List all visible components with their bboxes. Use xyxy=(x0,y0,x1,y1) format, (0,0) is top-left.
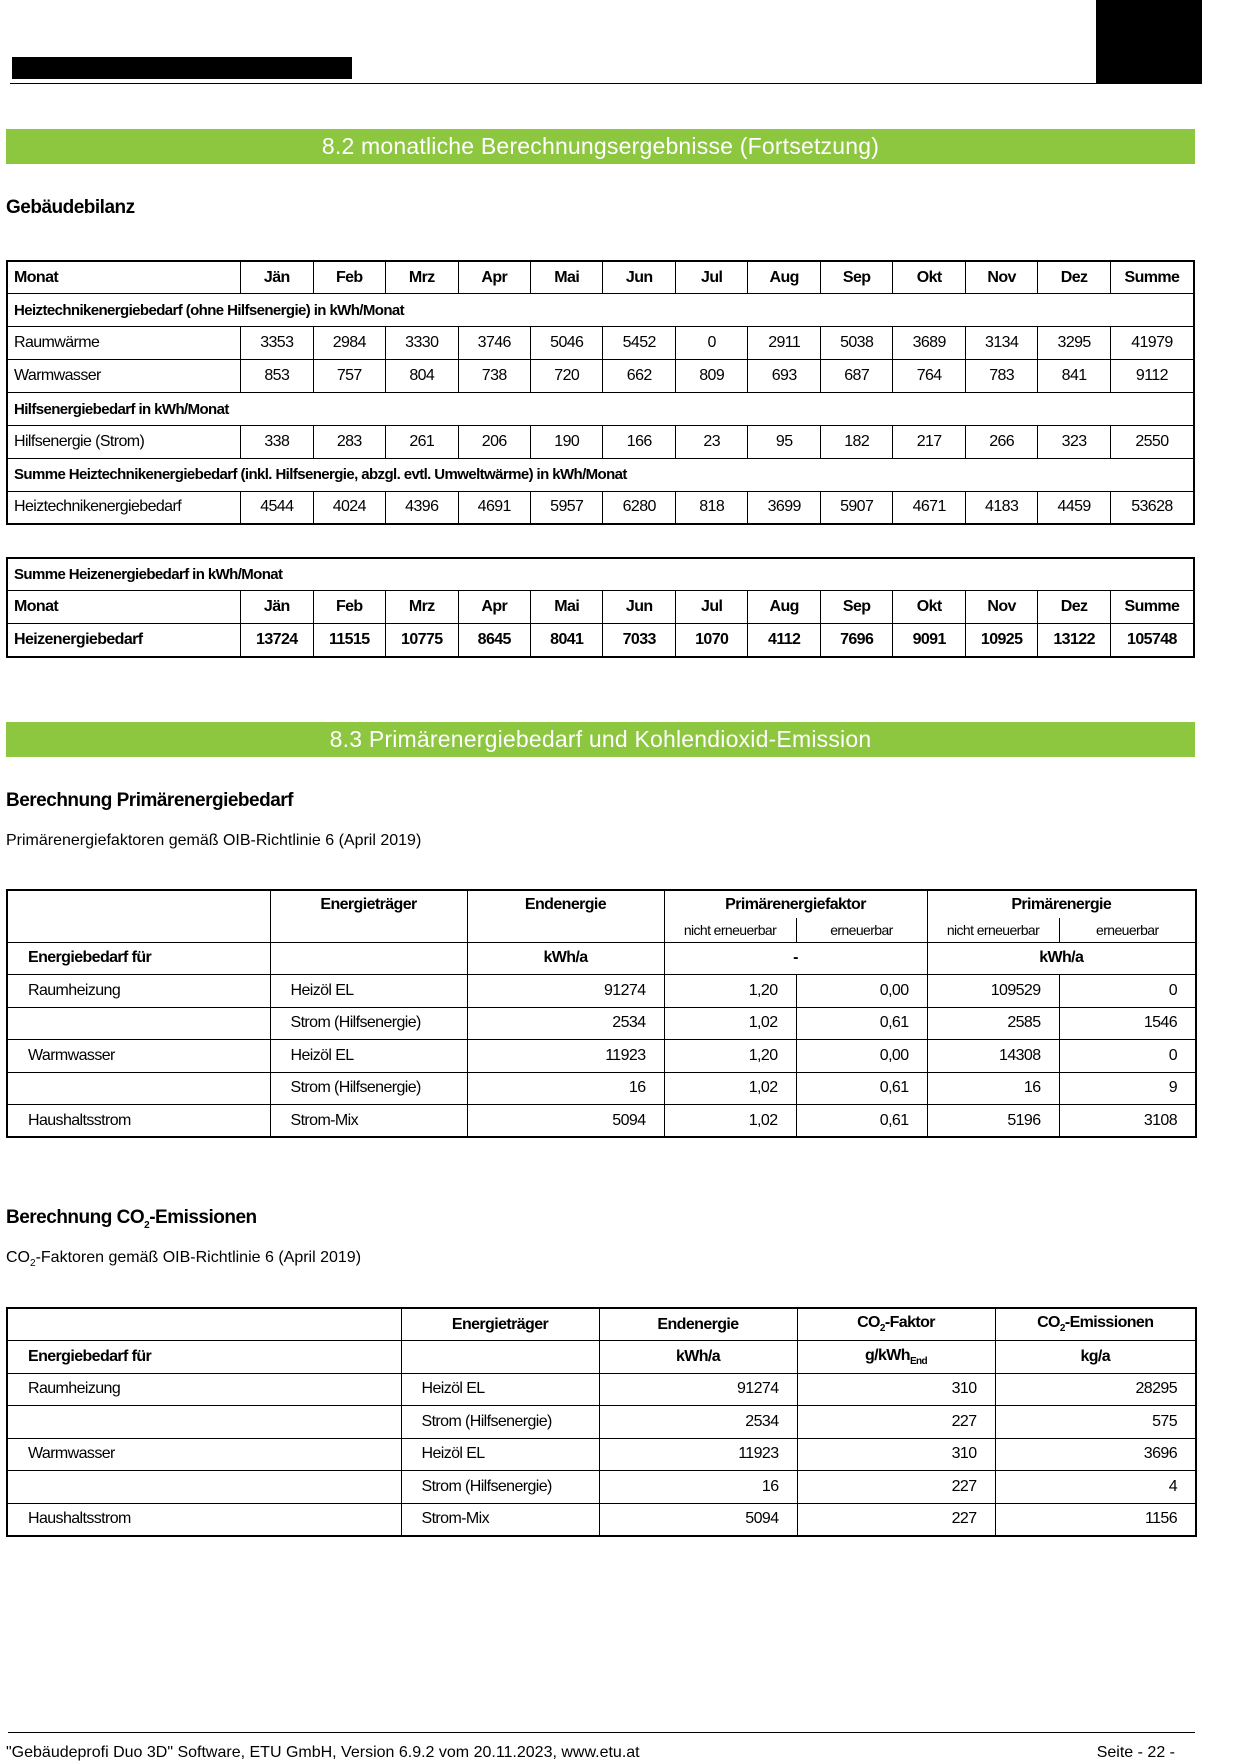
row-heiztechnikenergiebedarf-cell: 3699 xyxy=(748,491,820,524)
gb-header-okt: Okt xyxy=(893,261,965,294)
he-header-aug: Aug xyxy=(748,591,820,624)
he-header-mrz: Mrz xyxy=(386,591,458,624)
group-hilfsenergie: Hilfsenergiebedarf in kWh/Monat xyxy=(7,393,1194,426)
row-raumwaerme-cell: 3330 xyxy=(386,327,458,360)
row-raumwaerme-cell: 41979 xyxy=(1110,327,1194,360)
co2-table xyxy=(6,1307,1197,1537)
co2-traeger: Strom-Mix xyxy=(401,1503,599,1536)
co2-faktor: 227 xyxy=(797,1471,995,1504)
row-heizenergiebedarf-cell: 7696 xyxy=(820,624,892,657)
co2-faktor: 227 xyxy=(797,1406,995,1439)
co2-col-energietraeger: Energieträger xyxy=(401,1308,599,1341)
row-heiztechnikenergiebedarf-cell: 6280 xyxy=(603,491,675,524)
row-heizenergiebedarf-cell: 105748 xyxy=(1110,624,1194,657)
co2-row xyxy=(7,1438,1196,1471)
section-title-8-3: 8.3 Primärenergiebedarf und Kohlendioxid-Emission xyxy=(6,722,1195,757)
co2-traeger: Heizöl EL xyxy=(401,1438,599,1471)
col-endenergie: Endenergie xyxy=(467,890,664,918)
group-heiztechnik: Heiztechnikenergiebedarf (ohne Hilfsenergie) in kWh/Monat xyxy=(7,294,1194,327)
row-warmwasser-cell: 662 xyxy=(603,360,675,393)
row-heiztechnikenergiebedarf-cell: 53628 xyxy=(1110,491,1194,524)
pe-row xyxy=(7,1007,1196,1040)
pe-faktor-e: 0,61 xyxy=(796,1072,927,1105)
co2-col-faktor: $CO_2$-Faktor xyxy=(797,1308,995,1341)
he-header-jul: Jul xyxy=(675,591,747,624)
gb-header-monat: Monat xyxy=(7,261,241,294)
unit-primaerenergie: kWh/a xyxy=(927,942,1196,975)
co2-faktor: 227 xyxy=(797,1503,995,1536)
row-heizenergiebedarf-cell: 7033 xyxy=(603,624,675,657)
pe-faktor-ne: 1,02 xyxy=(664,1072,796,1105)
co2-fuer: Raumheizung xyxy=(7,1373,401,1406)
heading-gebaeudebilanz: Gebäudebilanz xyxy=(6,197,135,218)
pe-endenergie: 11923 xyxy=(467,1040,664,1073)
pe-primaer-ne: 16 xyxy=(927,1072,1059,1105)
co2-emissionen: 1156 xyxy=(995,1503,1196,1536)
primaerenergie-table xyxy=(6,889,1197,1138)
gb-header-mrz: Mrz xyxy=(386,261,458,294)
row-hilfsenergie-label: Hilfsenergie (Strom) xyxy=(7,425,241,458)
pe-fuer xyxy=(7,1072,270,1105)
pe-faktor-e: 0,61 xyxy=(796,1105,927,1138)
pe-primaer-e: 0 xyxy=(1059,975,1196,1008)
row-heizenergiebedarf-cell: 10925 xyxy=(965,624,1037,657)
co2-faktor: 310 xyxy=(797,1373,995,1406)
row-heizenergiebedarf-cell: 10775 xyxy=(386,624,458,657)
gb-header-feb: Feb xyxy=(313,261,385,294)
row-heiztechnikenergiebedarf-cell: 4024 xyxy=(313,491,385,524)
row-heiztechnikenergiebedarf-cell: 5957 xyxy=(531,491,603,524)
gb-header-dez: Dez xyxy=(1038,261,1110,294)
pe-faktor-e: 0,00 xyxy=(796,975,927,1008)
gb-header-summe: Summe xyxy=(1110,261,1194,294)
row-heizenergiebedarf-cell: 13122 xyxy=(1038,624,1110,657)
row-heiztechnikenergiebedarf-cell: 4183 xyxy=(965,491,1037,524)
row-heiztechnikenergiebedarf-cell: 4544 xyxy=(241,491,313,524)
co2-endenergie: 5094 xyxy=(599,1503,797,1536)
pe-faktor-ne: 1,02 xyxy=(664,1105,796,1138)
row-warmwasser-cell: 693 xyxy=(748,360,820,393)
unit-endenergie: kWh/a xyxy=(467,942,664,975)
row-hilfsenergie-cell: 206 xyxy=(458,425,530,458)
pe-primaer-ne: 109529 xyxy=(927,975,1059,1008)
he-header-nov: Nov xyxy=(965,591,1037,624)
row-raumwaerme-label: Raumwärme xyxy=(7,327,241,360)
row-heiztechnikenergiebedarf-cell: 4459 xyxy=(1038,491,1110,524)
co2-endenergie: 11923 xyxy=(599,1438,797,1471)
pe-primaer-e: 0 xyxy=(1059,1040,1196,1073)
heading-primaerenergie: Berechnung Primärenergiebedarf xyxy=(6,790,293,811)
sub-nicht-erneuerbar: nicht erneuerbar xyxy=(664,918,796,942)
pe-traeger: Heizöl EL xyxy=(270,1040,467,1073)
row-heizenergiebedarf-cell: 1070 xyxy=(675,624,747,657)
co2-row xyxy=(7,1373,1196,1406)
pe-fuer: Haushaltsstrom xyxy=(7,1105,270,1138)
he-header-monat: Monat xyxy=(7,591,241,624)
row-hilfsenergie-cell: 266 xyxy=(965,425,1037,458)
co2-endenergie: 91274 xyxy=(599,1373,797,1406)
row-heiztechnikenergiebedarf-cell: 5907 xyxy=(820,491,892,524)
row-heizenergiebedarf-label: Heizenergiebedarf xyxy=(7,624,241,657)
row-heiztechnikenergiebedarf-cell: 4396 xyxy=(386,491,458,524)
note-primaerenergiefaktoren: Primärenergiefaktoren gemäß OIB-Richtlinie 6 (April 2019) xyxy=(6,832,422,849)
gb-header-nov: Nov xyxy=(965,261,1037,294)
pe-endenergie: 91274 xyxy=(467,975,664,1008)
row-heizenergiebedarf-cell: 9091 xyxy=(893,624,965,657)
he-header-okt: Okt xyxy=(893,591,965,624)
gebaeudebilanz-table xyxy=(6,260,1195,525)
co2-emissionen: 575 xyxy=(995,1406,1196,1439)
row-heizenergiebedarf xyxy=(7,624,1194,657)
col-primaerenergiefaktor: Primärenergiefaktor xyxy=(664,890,927,918)
pe-faktor-e: 0,61 xyxy=(796,1007,927,1040)
row-heizenergiebedarf-cell: 4112 xyxy=(748,624,820,657)
row-raumwaerme-cell: 3295 xyxy=(1038,327,1110,360)
footer-rule xyxy=(8,1732,1195,1733)
gb-header-aug: Aug xyxy=(748,261,820,294)
gb-header-jul: Jul xyxy=(675,261,747,294)
gb-header-jun: Jun xyxy=(603,261,675,294)
gb-header-mai: Mai xyxy=(531,261,603,294)
row-hilfsenergie-cell: 283 xyxy=(313,425,385,458)
row-raumwaerme-cell: 3746 xyxy=(458,327,530,360)
co2-unit-emissionen: kg/a xyxy=(995,1341,1196,1374)
pe-endenergie: 5094 xyxy=(467,1105,664,1138)
pe-primaer-e: 9 xyxy=(1059,1072,1196,1105)
row-hilfsenergie-cell: 2550 xyxy=(1110,425,1194,458)
pe-row xyxy=(7,1040,1196,1073)
row-warmwasser-cell: 853 xyxy=(241,360,313,393)
pe-fuer: Raumheizung xyxy=(7,975,270,1008)
pe-primaer-ne: 14308 xyxy=(927,1040,1059,1073)
he-header-mai: Mai xyxy=(531,591,603,624)
row-raumwaerme-cell: 2911 xyxy=(748,327,820,360)
he-header-dez: Dez xyxy=(1038,591,1110,624)
pe-primaer-e: 3108 xyxy=(1059,1105,1196,1138)
row-raumwaerme-cell: 5046 xyxy=(531,327,603,360)
pe-faktor-e: 0,00 xyxy=(796,1040,927,1073)
pe-traeger: Strom (Hilfsenergie) xyxy=(270,1072,467,1105)
co2-col-emissionen: $CO_2$-Emissionen xyxy=(995,1308,1196,1341)
co2-unit-faktor: g/kWh$_{End}$ xyxy=(797,1341,995,1374)
note-co2-faktoren: $CO_2$-Faktoren gemäß OIB-Richtlinie 6 (April 2019) xyxy=(6,1249,362,1270)
row-hilfsenergie-cell: 190 xyxy=(531,425,603,458)
row-hilfsenergie-cell: 182 xyxy=(820,425,892,458)
co2-traeger: Strom (Hilfsenergie) xyxy=(401,1471,599,1504)
row-warmwasser-cell: 738 xyxy=(458,360,530,393)
header-rule xyxy=(10,83,1195,84)
heizenergie-table xyxy=(6,557,1195,658)
row-hilfsenergie-cell: 23 xyxy=(675,425,747,458)
row-heizenergiebedarf-cell: 8645 xyxy=(458,624,530,657)
pe-faktor-ne: 1,02 xyxy=(664,1007,796,1040)
gb-header-apr: Apr xyxy=(458,261,530,294)
group-heizenergie: Summe Heizenergiebedarf in kWh/Monat xyxy=(7,558,1194,591)
pe-traeger: Strom (Hilfsenergie) xyxy=(270,1007,467,1040)
co2-endenergie: 16 xyxy=(599,1471,797,1504)
co2-row xyxy=(7,1406,1196,1439)
row-hilfsenergie-cell: 261 xyxy=(386,425,458,458)
heading-co2: Berechnung $CO_2$-Emissionen xyxy=(6,1207,257,1231)
row-hilfsenergie-cell: 95 xyxy=(748,425,820,458)
row-raumwaerme-cell: 5452 xyxy=(603,327,675,360)
row-hilfsenergie-cell: 166 xyxy=(603,425,675,458)
row-warmwasser-cell: 804 xyxy=(386,360,458,393)
row-heiztechnikenergiebedarf xyxy=(7,491,1194,524)
sub-erneuerbar: erneuerbar xyxy=(796,918,927,942)
row-hilfsenergie-cell: 323 xyxy=(1038,425,1110,458)
section-title-8-2: 8.2 monatliche Berechnungsergebnisse (Fortsetzung) xyxy=(6,129,1195,164)
group-summe-heiztechnik: Summe Heiztechnikenergiebedarf (inkl. Hilfsenergie, abzgl. evtl. Umweltwärme) in kWh/Monat xyxy=(7,458,1194,491)
row-raumwaerme-cell: 0 xyxy=(675,327,747,360)
pe-endenergie: 2534 xyxy=(467,1007,664,1040)
pe-primaer-ne: 2585 xyxy=(927,1007,1059,1040)
co2-row-label: Energiebedarf für xyxy=(7,1341,401,1374)
row-warmwasser-cell: 9112 xyxy=(1110,360,1194,393)
row-warmwasser-cell: 764 xyxy=(893,360,965,393)
he-header-jän: Jän xyxy=(241,591,313,624)
he-header-apr: Apr xyxy=(458,591,530,624)
he-header-sep: Sep xyxy=(820,591,892,624)
col-primaerenergie: Primärenergie xyxy=(927,890,1196,918)
co2-fuer: Haushaltsstrom xyxy=(7,1503,401,1536)
footer-software-info: "Gebäudeprofi Duo 3D" Software, ETU GmbH, Version 6.9.2 vom 20.11.2023, www.etu.at xyxy=(6,1744,640,1761)
co2-row xyxy=(7,1503,1196,1536)
row-heiztechnikenergiebedarf-cell: 4691 xyxy=(458,491,530,524)
row-heiztechnikenergiebedarf-label: Heiztechnikenergiebedarf xyxy=(7,491,241,524)
pe-traeger: Strom-Mix xyxy=(270,1105,467,1138)
row-heizenergiebedarf-cell: 8041 xyxy=(531,624,603,657)
co2-traeger: Heizöl EL xyxy=(401,1373,599,1406)
pe-fuer xyxy=(7,1007,270,1040)
row-warmwasser-cell: 687 xyxy=(820,360,892,393)
co2-faktor: 310 xyxy=(797,1438,995,1471)
row-heiztechnikenergiebedarf-cell: 4671 xyxy=(893,491,965,524)
co2-emissionen: 3696 xyxy=(995,1438,1196,1471)
co2-fuer xyxy=(7,1406,401,1439)
col-energietraeger: Energieträger xyxy=(270,890,467,918)
gb-header-jän: Jän xyxy=(241,261,313,294)
he-header-feb: Feb xyxy=(313,591,385,624)
row-warmwasser-cell: 783 xyxy=(965,360,1037,393)
co2-endenergie: 2534 xyxy=(599,1406,797,1439)
row-heiztechnikenergiebedarf-cell: 818 xyxy=(675,491,747,524)
row-raumwaerme-cell: 2984 xyxy=(313,327,385,360)
redacted-header-bar xyxy=(12,57,352,79)
he-header-jun: Jun xyxy=(603,591,675,624)
row-heizenergiebedarf-cell: 13724 xyxy=(241,624,313,657)
row-warmwasser-cell: 757 xyxy=(313,360,385,393)
co2-emissionen: 28295 xyxy=(995,1373,1196,1406)
co2-unit-endenergie: kWh/a xyxy=(599,1341,797,1374)
row-raumwaerme-cell: 5038 xyxy=(820,327,892,360)
pe-endenergie: 16 xyxy=(467,1072,664,1105)
row-raumwaerme xyxy=(7,327,1194,360)
row-warmwasser-label: Warmwasser xyxy=(7,360,241,393)
footer-page-number: Seite - 22 - xyxy=(1096,1744,1175,1761)
co2-emissionen: 4 xyxy=(995,1471,1196,1504)
pe-primaer-e: 1546 xyxy=(1059,1007,1196,1040)
row-hilfsenergie xyxy=(7,425,1194,458)
pe-fuer: Warmwasser xyxy=(7,1040,270,1073)
row-warmwasser-cell: 720 xyxy=(531,360,603,393)
row-raumwaerme-cell: 3353 xyxy=(241,327,313,360)
pe-row xyxy=(7,975,1196,1008)
row-raumwaerme-cell: 3134 xyxy=(965,327,1037,360)
pe-primaer-ne: 5196 xyxy=(927,1105,1059,1138)
row-hilfsenergie-cell: 338 xyxy=(241,425,313,458)
co2-traeger: Strom (Hilfsenergie) xyxy=(401,1406,599,1439)
redacted-corner-block xyxy=(1096,0,1202,84)
unit-faktor: - xyxy=(664,942,927,975)
row-warmwasser-cell: 841 xyxy=(1038,360,1110,393)
he-header-summe: Summe xyxy=(1110,591,1194,624)
pe-row xyxy=(7,1072,1196,1105)
row-label-energiebedarf: Energiebedarf für xyxy=(7,942,270,975)
row-hilfsenergie-cell: 217 xyxy=(893,425,965,458)
row-raumwaerme-cell: 3689 xyxy=(893,327,965,360)
row-warmwasser-cell: 809 xyxy=(675,360,747,393)
pe-row xyxy=(7,1105,1196,1138)
sub-nicht-erneuerbar-pe: nicht erneuerbar xyxy=(927,918,1059,942)
pe-faktor-ne: 1,20 xyxy=(664,1040,796,1073)
row-warmwasser xyxy=(7,360,1194,393)
co2-row xyxy=(7,1471,1196,1504)
co2-col-endenergie: Endenergie xyxy=(599,1308,797,1341)
pe-faktor-ne: 1,20 xyxy=(664,975,796,1008)
pe-traeger: Heizöl EL xyxy=(270,975,467,1008)
co2-fuer xyxy=(7,1471,401,1504)
row-heizenergiebedarf-cell: 11515 xyxy=(313,624,385,657)
sub-erneuerbar-pe: erneuerbar xyxy=(1059,918,1196,942)
gb-header-sep: Sep xyxy=(820,261,892,294)
co2-fuer: Warmwasser xyxy=(7,1438,401,1471)
